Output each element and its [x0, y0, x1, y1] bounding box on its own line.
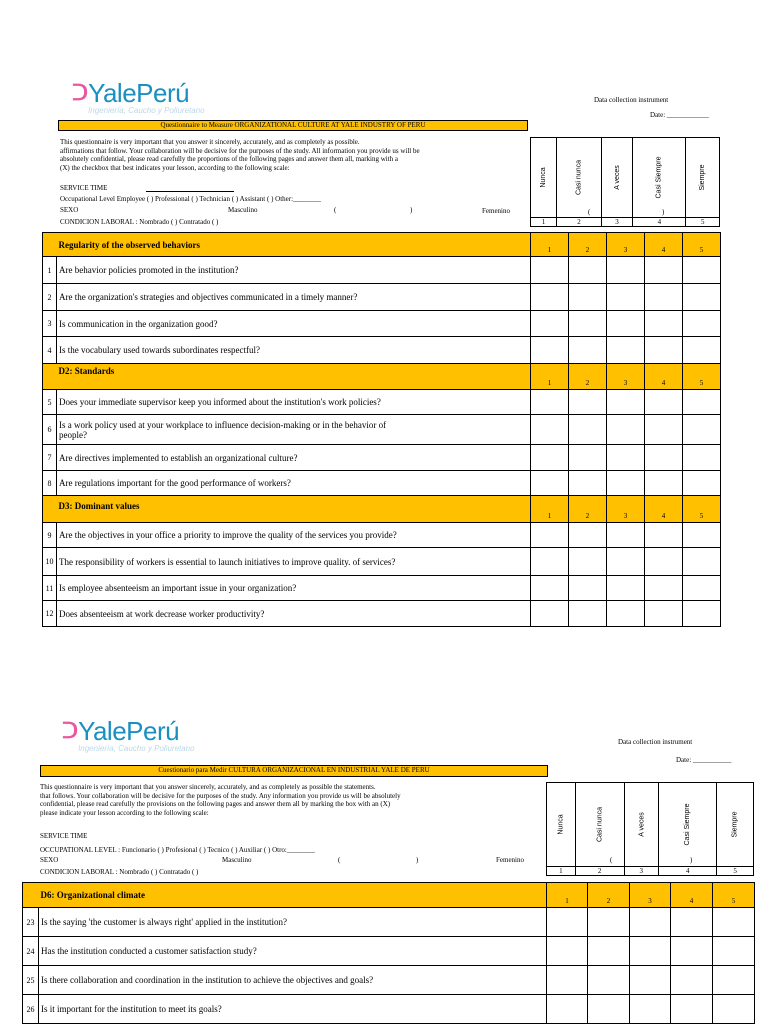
answer-cell[interactable]: [683, 257, 721, 284]
answer-cell[interactable]: [607, 523, 645, 548]
question-row: [43, 257, 721, 284]
question-row: [23, 995, 755, 1024]
scale-num: 5: [713, 883, 755, 908]
answer-cell[interactable]: [607, 471, 645, 496]
question-text: Is the vocabulary used towards subordinates respectful?: [57, 337, 531, 364]
answer-cell[interactable]: [531, 390, 569, 415]
answer-cell[interactable]: [713, 995, 755, 1024]
answer-cell[interactable]: [630, 937, 671, 966]
answer-cell[interactable]: [683, 415, 721, 445]
question-text: Are the objectives in your office a priority to improve the quality of the services you provide?: [57, 523, 531, 548]
question-text: Is communication in the organization good?: [57, 311, 531, 337]
instrument-label: Data collection instrument: [618, 738, 693, 746]
answer-cell[interactable]: [588, 966, 630, 995]
scale-mark-open: (: [610, 856, 613, 864]
question-row: [43, 311, 721, 337]
date-label: Date: ____________: [650, 111, 709, 119]
question-text: Does absenteeism at work decrease worker productivity?: [57, 601, 531, 627]
answer-cell[interactable]: [645, 284, 683, 311]
answer-cell[interactable]: [569, 337, 607, 364]
answer-cell[interactable]: [645, 548, 683, 576]
scale-num: 2: [575, 867, 624, 876]
intro-text: This questionnaire is very important that you answer it sincerely, accurately, and as completely as possible. affirmations that follow. Your collaboration will be decisive for the purposes of the study. All information you provide us will be absolutely confidential, please read carefully the proportions of the following pages and answer them all, marking with a (X) the checkbox that best indicates your lesson, according to the following scale:: [60, 138, 420, 172]
scale-num: 4: [671, 883, 713, 908]
answer-cell[interactable]: [645, 337, 683, 364]
logo-swirl-icon: ᑐ: [72, 80, 89, 105]
answer-cell[interactable]: [683, 601, 721, 627]
answer-cell[interactable]: [645, 576, 683, 601]
answer-cell[interactable]: [683, 337, 721, 364]
question-number: 2: [43, 284, 57, 311]
condicion-laboral: CONDICION LABORAL : Nombrado ( ) Contratado ( ): [40, 868, 199, 876]
scale-mark-close: ): [662, 208, 665, 216]
scale-num: 3: [601, 218, 633, 227]
answer-cell[interactable]: [607, 311, 645, 337]
answer-cell[interactable]: [531, 601, 569, 627]
question-number: 24: [23, 937, 39, 966]
scale-num: 3: [607, 364, 645, 390]
scale-num: 4: [645, 364, 683, 390]
question-number: 6: [43, 415, 57, 445]
question-row: [43, 471, 721, 496]
scale-nunca: Nunca: [531, 138, 557, 218]
answer-cell[interactable]: [547, 995, 588, 1024]
answer-cell[interactable]: [645, 601, 683, 627]
answer-cell[interactable]: [588, 937, 630, 966]
scale-num: 5: [717, 867, 754, 876]
scale-casi-nunca: Casi nunca: [557, 138, 602, 218]
question-number: 12: [43, 601, 57, 627]
answer-cell[interactable]: [531, 415, 569, 445]
paren-close: ): [410, 206, 413, 214]
answer-cell[interactable]: [607, 601, 645, 627]
question-number: 10: [43, 548, 57, 576]
question-row: [23, 966, 755, 995]
answer-cell[interactable]: [547, 966, 588, 995]
scale-num: 3: [630, 883, 671, 908]
scale-num: 3: [607, 233, 645, 257]
questions-table-page1: [42, 232, 721, 627]
answer-cell[interactable]: [645, 523, 683, 548]
question-number: 5: [43, 390, 57, 415]
section-title: D6: Organizational climate: [39, 883, 547, 908]
scale-num: 5: [683, 364, 721, 390]
occupational-level: Occupational Level Employee ( ) Professional ( ) Technician ( ) Assistant ( ) Other:________: [60, 195, 322, 203]
service-time-label: SERVICE TIME: [60, 184, 108, 192]
question-number: 23: [23, 908, 39, 937]
answer-cell[interactable]: [683, 311, 721, 337]
answer-cell[interactable]: [683, 445, 721, 471]
question-row: [43, 415, 721, 445]
scale-header: [546, 782, 754, 876]
scale-siempre: Siempre: [686, 138, 720, 218]
scale-num: 1: [531, 496, 569, 523]
question-text: Does your immediate supervisor keep you informed about the institution's work policies?: [57, 390, 531, 415]
answer-cell[interactable]: [531, 548, 569, 576]
answer-cell[interactable]: [547, 908, 588, 937]
scale-mark-open: (: [588, 208, 591, 216]
answer-cell[interactable]: [547, 937, 588, 966]
paren-open: (: [334, 206, 337, 214]
question-row: [23, 908, 755, 937]
answer-cell[interactable]: [569, 601, 607, 627]
scale-casi-siempre: Casi Siempre: [633, 138, 686, 218]
question-row: [43, 601, 721, 627]
section-title: D2: Standards: [57, 364, 531, 390]
answer-cell[interactable]: [607, 548, 645, 576]
question-text: Are directives implemented to establish an organizational culture?: [57, 445, 531, 471]
scale-num: 4: [645, 233, 683, 257]
scale-num: 4: [659, 867, 717, 876]
answer-cell[interactable]: [569, 471, 607, 496]
section-header: [43, 233, 721, 257]
masculino-label: Masculino: [228, 206, 258, 214]
condicion-laboral: CONDICION LABORAL : Nombrado ( ) Contratado ( ): [60, 218, 219, 226]
scale-num: 4: [645, 496, 683, 523]
answer-cell[interactable]: [607, 576, 645, 601]
scale-num: 5: [683, 233, 721, 257]
question-number: 3: [43, 311, 57, 337]
instrument-label: Data collection instrument: [594, 96, 669, 104]
answer-cell[interactable]: [607, 390, 645, 415]
answer-cell[interactable]: [683, 523, 721, 548]
question-number: 9: [43, 523, 57, 548]
question-row: [23, 937, 755, 966]
answer-cell[interactable]: [569, 311, 607, 337]
question-row: [43, 576, 721, 601]
logo-tagline: Ingeniería, Caucho y Poliuretano: [78, 744, 195, 753]
answer-cell[interactable]: [588, 995, 630, 1024]
scale-num: 5: [686, 218, 720, 227]
answer-cell[interactable]: [531, 257, 569, 284]
question-text: Has the institution conducted a customer satisfaction study?: [39, 937, 547, 966]
scale-num: 1: [531, 233, 569, 257]
scale-a-veces: A veces: [624, 783, 659, 867]
question-number: 26: [23, 995, 39, 1024]
answer-cell[interactable]: [645, 415, 683, 445]
answer-cell[interactable]: [630, 966, 671, 995]
answer-cell[interactable]: [569, 284, 607, 311]
scale-num: 2: [557, 218, 602, 227]
question-row: [43, 390, 721, 415]
scale-num: 2: [569, 496, 607, 523]
occupational-level: OCCUPATIONAL LEVEL : Funcionario ( ) Profesional ( ) Tecnico ( ) Auxiliar ( ) Otro:________: [40, 846, 315, 854]
scale-num: 1: [547, 883, 588, 908]
yale-peru-logo: [62, 718, 195, 753]
intro-text: This questionnaire is very important that you answer sincerely, accurately, and as completely as possible the statements. that follows. Your collaboration will be decisive for the purposes of the study. Any information you provide us will be absolutely confidential, please read carefully the provisions on the following pages and answer them all by marking the box with an (X) please indicate your lesson according to the following scale:: [40, 783, 401, 817]
answer-cell[interactable]: [531, 284, 569, 311]
scale-num: 1: [531, 364, 569, 390]
answer-cell[interactable]: [607, 284, 645, 311]
question-text: Are the organization's strategies and objectives communicated in a timely manner?: [57, 284, 531, 311]
sexo-label: SEXO: [60, 206, 79, 214]
scale-num: 3: [607, 496, 645, 523]
answer-cell[interactable]: [588, 908, 630, 937]
sexo-label: SEXO: [40, 856, 59, 864]
scale-casi-nunca: Casi nunca: [575, 783, 624, 867]
scale-num: 1: [531, 218, 557, 227]
femenino-label: Femenino: [482, 207, 510, 215]
answer-cell[interactable]: [671, 937, 713, 966]
answer-cell[interactable]: [683, 471, 721, 496]
question-text: The responsibility of workers is essential to launch initiatives to improve quality. of services?: [57, 548, 531, 576]
scale-nunca: Nunca: [547, 783, 576, 867]
scale-a-veces: A veces: [601, 138, 633, 218]
answer-cell[interactable]: [713, 966, 755, 995]
scale-num: 5: [683, 496, 721, 523]
question-row: [43, 523, 721, 548]
logo-tagline: Ingeniería, Caucho y Poliuretano: [88, 106, 205, 115]
paren-open: (: [338, 856, 341, 864]
scale-num: 3: [624, 867, 659, 876]
answer-cell[interactable]: [671, 908, 713, 937]
scale-num: 4: [633, 218, 686, 227]
question-text: Is there collaboration and coordination in the institution to achieve the objectives and goals?: [39, 966, 547, 995]
question-number: 8: [43, 471, 57, 496]
question-text: Is employee absenteeism an important issue in your organization?: [57, 576, 531, 601]
answer-cell[interactable]: [607, 445, 645, 471]
answer-cell[interactable]: [569, 257, 607, 284]
logo-brand: YalePerú: [88, 78, 190, 108]
answer-cell[interactable]: [683, 284, 721, 311]
scale-mark-close: ): [690, 856, 693, 864]
section-title: Regularity of the observed behaviors: [57, 233, 531, 257]
section-header: [23, 883, 755, 908]
scale-siempre: Siempre: [717, 783, 754, 867]
answer-cell[interactable]: [683, 548, 721, 576]
yale-peru-logo: [72, 80, 205, 115]
question-number: 1: [43, 257, 57, 284]
answer-cell[interactable]: [630, 995, 671, 1024]
answer-cell[interactable]: [531, 311, 569, 337]
question-text: Are behavior policies promoted in the institution?: [57, 257, 531, 284]
logo-swirl-icon: ᑐ: [62, 718, 79, 743]
answer-cell[interactable]: [671, 966, 713, 995]
answer-cell[interactable]: [531, 576, 569, 601]
answer-cell[interactable]: [531, 523, 569, 548]
question-row: [43, 284, 721, 311]
question-text: Is it important for the institution to meet its goals?: [39, 995, 547, 1024]
answer-cell[interactable]: [569, 445, 607, 471]
scale-header: [530, 137, 720, 227]
answer-cell[interactable]: [713, 937, 755, 966]
scale-casi-siempre: Casi Siempre: [659, 783, 717, 867]
answer-cell[interactable]: [569, 548, 607, 576]
answer-cell[interactable]: [683, 576, 721, 601]
question-number: 4: [43, 337, 57, 364]
answer-cell[interactable]: [531, 471, 569, 496]
answer-cell[interactable]: [569, 523, 607, 548]
date-label: Date: ___________: [676, 756, 732, 764]
answer-cell[interactable]: [607, 337, 645, 364]
section-title: D3: Dominant values: [57, 496, 531, 523]
question-text: Are regulations important for the good performance of workers?: [57, 471, 531, 496]
questionnaire-title: Cuestionario para Medir CULTURA ORGANIZACIONAL EN INDUSTRIAL YALE DE PERU: [40, 765, 548, 777]
scale-num: 2: [588, 883, 630, 908]
section-header: [43, 496, 721, 523]
question-row: [43, 548, 721, 576]
answer-cell[interactable]: [630, 908, 671, 937]
question-row: [43, 445, 721, 471]
question-number: 7: [43, 445, 57, 471]
answer-cell[interactable]: [671, 995, 713, 1024]
question-row: [43, 337, 721, 364]
answer-cell[interactable]: [645, 311, 683, 337]
question-text: Is a work policy used at your workplace to influence decision-making or in the behavior of people?: [57, 415, 531, 445]
questionnaire-title: Questionnaire to Measure ORGANIZATIONAL CULTURE AT YALE INDUSTRY OF PERU: [58, 120, 528, 131]
answer-cell[interactable]: [569, 390, 607, 415]
service-time-label: SERVICE TIME: [40, 832, 88, 840]
scale-num: 2: [569, 233, 607, 257]
questions-table-page2: [22, 882, 755, 1024]
masculino-label: Masculino: [222, 856, 252, 864]
question-number: 11: [43, 576, 57, 601]
answer-cell[interactable]: [683, 390, 721, 415]
scale-num: 1: [547, 867, 576, 876]
answer-cell[interactable]: [645, 257, 683, 284]
answer-cell[interactable]: [607, 257, 645, 284]
paren-close: ): [416, 856, 419, 864]
answer-cell[interactable]: [531, 337, 569, 364]
question-text: Is the saying 'the customer is always right' applied in the institution?: [39, 908, 547, 937]
answer-cell[interactable]: [645, 445, 683, 471]
answer-cell[interactable]: [713, 908, 755, 937]
service-time-field[interactable]: [146, 191, 234, 192]
answer-cell[interactable]: [569, 576, 607, 601]
answer-cell[interactable]: [645, 390, 683, 415]
section-header: [43, 364, 721, 390]
femenino-label: Femenino: [496, 856, 524, 864]
logo-brand: YalePerú: [78, 716, 180, 746]
question-number: 25: [23, 966, 39, 995]
answer-cell[interactable]: [607, 415, 645, 445]
answer-cell[interactable]: [531, 445, 569, 471]
answer-cell[interactable]: [645, 471, 683, 496]
scale-num: 2: [569, 364, 607, 390]
answer-cell[interactable]: [569, 415, 607, 445]
